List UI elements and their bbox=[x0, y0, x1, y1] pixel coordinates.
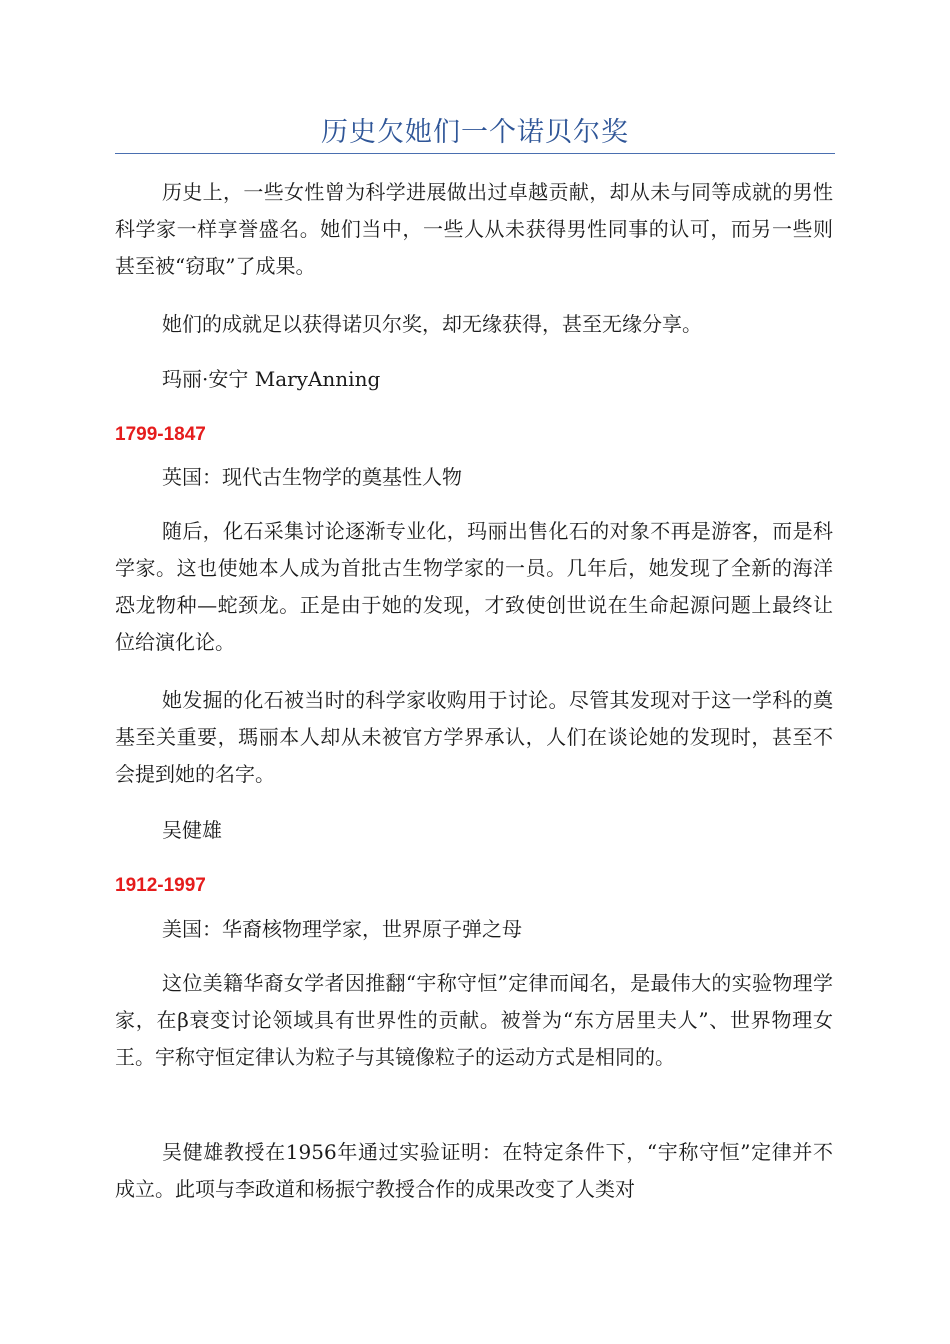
scientist-subtitle-wu: 美国：华裔核物理学家，世界原子弹之母 bbox=[162, 917, 522, 941]
wu-paragraph-2: 吴健雄教授在1956年通过实验证明：在特定条件下，“宇称守恒”定律并不成立。此项与李政道和杨振宁教授合作的成果改变了人类对 bbox=[115, 1140, 833, 1201]
scientist-years-wu: 1912-1997 bbox=[115, 875, 206, 896]
scientist-subtitle-anning: 英国：现代古生物学的奠基性人物 bbox=[162, 465, 462, 489]
intro-paragraph-2: 她们的成就足以获得诺贝尔奖，却无缘获得，甚至无缘分享。 bbox=[162, 312, 702, 336]
scientist-name-anning: 玛丽·安宁 MaryAnning bbox=[162, 367, 381, 391]
title-underline bbox=[115, 153, 835, 154]
intro-paragraph-1: 历史上，一些女性曾为科学进展做出过卓越贡献，却从未与同等成就的男性科学家一样享誉盛名。她们当中，一些人从未获得男性同事的认可，而另一些则甚至被“窃取”了成果。 bbox=[115, 180, 833, 278]
scientist-name-wu: 吴健雄 bbox=[162, 818, 222, 842]
anning-paragraph-2: 她发掘的化石被当时的科学家收购用于讨论。尽管其发现对于这一学科的奠基至关重要，瑪丽本人却从未被官方学界承认，人们在谈论她的发现时，甚至不会提到她的名字。 bbox=[115, 688, 833, 786]
anning-paragraph-1: 随后，化石采集讨论逐渐专业化，玛丽出售化石的对象不再是游客，而是科学家。这也使她本人成为首批古生物学家的一员。几年后，她发现了全新的海洋恐龙物种—蛇颈龙。正是由于她的发现，才致使创世说在生命起源问题上最终让位给演化论。 bbox=[115, 519, 833, 654]
scientist-years-anning: 1799-1847 bbox=[115, 424, 206, 445]
wu-paragraph-1: 这位美籍华裔女学者因推翻“宇称守恒”定律而闻名，是最伟大的实验物理学家，在β衰变讨论领域具有世界性的贡献。被誉为“东方居里夫人”、世界物理女王。宇称守恒定律认为粒子与其镜像粒子的运动方式是相同的。 bbox=[115, 971, 833, 1069]
document-title: 历史欠她们一个诺贝尔奖 bbox=[321, 117, 629, 148]
